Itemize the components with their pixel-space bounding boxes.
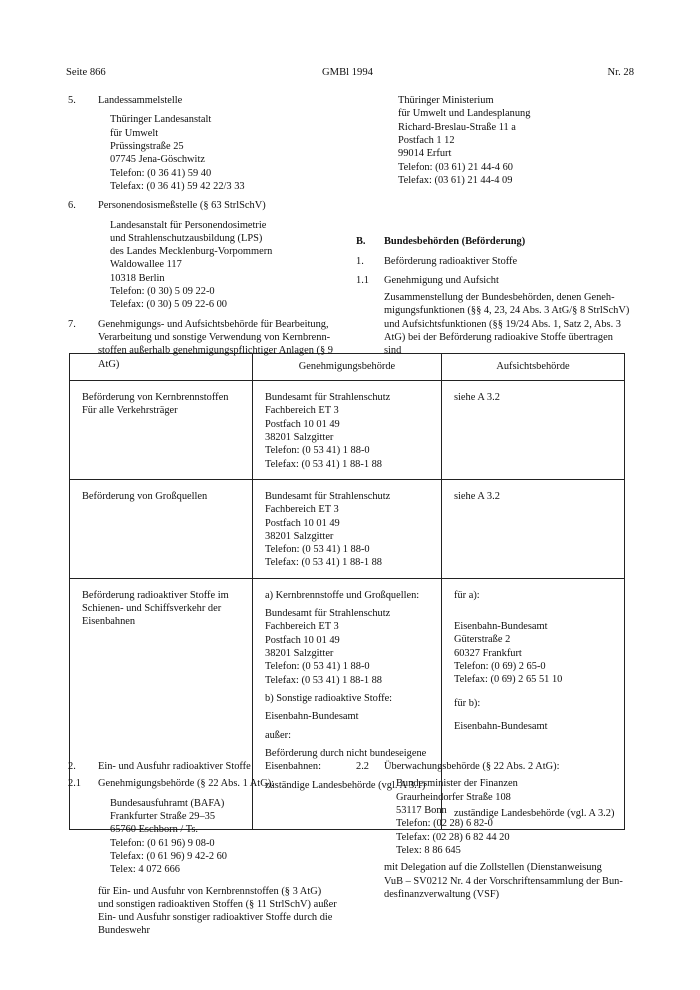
cell-line: Telefax: (0 69) 2 65 51 10 [454,674,563,686]
cell-line: Bundesamt für Strahlenschutz [265,392,391,403]
bafa-paragraph [68,885,358,938]
right-column-bottom [356,760,636,901]
address-line: Telefax: (0 36 41) 59 42 22/3 33 [110,180,245,192]
table-row [70,479,625,578]
cell-line: 38201 Salzgitter [265,530,334,542]
section-title: Überwachungsbehörde (§ 22 Abs. 2 AtG): [384,761,560,772]
section-number: 2. [68,761,76,772]
address-line: Telefon: (0 36 41) 59 40 [110,167,212,179]
intro-paragraph [356,291,636,358]
cell-line: Eisenbahn-Bundesamt [454,621,548,633]
left-column-bottom [68,760,358,938]
address-block [98,113,358,193]
address-line: 07745 Jena-Göschwitz [110,154,205,166]
right-column-top [356,94,636,358]
cell-subheading: b) Sonstige radioaktive Stoffe: [265,692,393,704]
address-line: für Umwelt und Landesplanung [398,108,531,120]
address-line: Graurheindorfer Straße 108 [396,791,511,803]
cell-line: Telefax: (0 53 41) 1 88-1 88 [265,674,383,686]
cell-line: zuständige Landesbehörde (vgl. A 3.1) [265,779,426,791]
address-line: für Umwelt [110,127,159,139]
address-line: Telefax: (0 61 96) 9 42-2 60 [110,850,228,862]
section-number: 2.2 [356,761,369,772]
section-title: Bundesbehörden (Beförderung) [384,236,526,248]
item-text-line: AtG) [98,358,120,370]
cell-line: Beförderung von Kernbrennstoffen [82,392,229,403]
cell-line: Telefax: (0 53 41) 1 88-1 88 [265,557,383,569]
item-number: 6. [68,200,76,212]
cell-subheading: für a): [454,589,480,601]
section-title: Ein- und Ausfuhr radioaktiver Stoffe [98,761,251,772]
item-5 [68,94,358,193]
address-line: und Strahlenschutzausbildung (LPS) [110,232,263,244]
cell-line: 38201 Salzgitter [265,431,334,443]
item-text-line: Verarbeitung und sonstige Verwendung von Kernbrenn- [98,332,331,343]
section-b-heading [356,235,636,248]
address-line: 99014 Erfurt [398,148,452,160]
address-line: Telefon: (0 61 96) 9 08-0 [110,837,215,849]
page-number: Seite 866 [66,67,106,78]
address-line: Telefax: (03 61) 21 44-4 09 [398,174,513,186]
cell-line: 60327 Frankfurt [454,647,522,659]
address-line: Prüssingstraße 25 [110,140,184,152]
cell-subheading: a) Kernbrennstoffe und Großquellen: [265,589,420,601]
paragraph-line: sind [384,345,402,357]
cell-line: zuständige Landesbehörde (vgl. A 3.2) [454,808,615,820]
address-line: Telefon: (03 61) 21 44-4 60 [398,161,513,173]
cell-line: Bundesamt für Strahlenschutz [265,490,391,502]
section-number: 2.1 [68,778,81,790]
table-header-cell [70,354,253,381]
item-title: Landessammelstelle [98,95,183,106]
issue-number: Nr. 28 [607,67,634,78]
address-line: des Landes Mecklenburg-Vorpommern [110,246,273,258]
address-block [98,219,358,312]
subsection-number: 1.1 [356,274,369,286]
address-line: Telex: 4 072 666 [110,864,180,876]
table-header-row [70,354,625,381]
cell-line: siehe A 3.2 [454,490,500,502]
address-line: Thüringer Ministerium [398,95,494,106]
paragraph-line: VuB – SV0212 Nr. 4 der Vorschriftensammlung der Bun- [384,875,623,887]
cell-line: Telefax: (0 53 41) 1 88-1 88 [265,458,383,470]
cell-line: Postfach 10 01 49 [265,634,340,646]
address-line: Waldowallee 117 [110,259,182,271]
bafa-address [68,797,358,877]
address-line: Telefax: (02 28) 6 82 44 20 [396,831,510,843]
address-line: Telefon: (0 30) 5 09 22-0 [110,286,215,298]
cell-line: Telefon: (0 69) 2 65-0 [454,661,546,672]
item-number: 7. [68,318,76,330]
address-line: 10318 Berlin [110,272,165,284]
cell-line: Eisenbahnen [82,616,136,628]
section-number: B. [356,236,366,248]
cell-line: Beförderung durch nicht bundeseigene [265,747,427,759]
paragraph-line: Ein- und Ausfuhr sonstiger radioaktiver Stoffe durch die [98,912,333,924]
address-line: Richard-Breslau-Straße 11 a [398,121,516,133]
cell-subheading: für b): [454,697,481,709]
subsection-title: Beförderung radioaktiver Stoffe [384,255,518,267]
address-line: Landesanstalt für Personendosimetrie [110,219,267,231]
paragraph-line: und sonstigen radioaktiven Stoffen (§ 11 StrlSchV) außer [98,898,337,910]
finance-paragraph [356,861,636,901]
page-header [66,66,634,80]
item-text-line: Genehmigungs- und Aufsichtsbehörde für Bearbeitung, [98,318,329,330]
address-line: Frankfurter Straße 29–35 [110,810,216,822]
address-line: Telefax: (0 30) 5 09 22-6 00 [110,299,228,311]
item-title: Personendosismeßstelle (§ 63 StrlSchV) [98,200,266,212]
cell-line: Bundesamt für Strahlenschutz [265,608,391,620]
address-line: 53117 Bonn [396,804,447,816]
address-line: Telex: 8 86 645 [396,844,461,856]
section-2-heading [68,760,358,773]
paragraph-line: Bundeswehr [98,925,150,937]
cell-line: Güterstraße 2 [454,634,511,646]
cell-line: Fachbereich ET 3 [265,621,339,633]
cell-line: Postfach 10 01 49 [265,517,340,529]
address-line: 65760 Eschborn / Ts. [110,824,198,836]
paragraph-line: und Aufsichtsfunktionen (§§ 19/24 Abs. 1, Satz 2, Abs. 3 [384,318,621,330]
address-line: Thüringer Landesanstalt [110,114,212,126]
cell-line: außer: [265,729,291,741]
cell-line: Beförderung von Großquellen [82,490,208,502]
item-6 [68,199,358,312]
table-header-cell: Genehmigungsbehörde [253,354,442,381]
paragraph-line: AtG) bei der Beförderung radioakive Stoffe übertragen [384,332,613,344]
journal-name: GMBl 1994 [322,67,373,78]
table-cell-aufsicht [442,479,625,578]
paragraph-line: desfinanzverwaltung (VSF) [384,888,500,900]
table-cell-subject [70,479,253,578]
paragraph-line: mit Delegation auf die Zollstellen (Dienstanweisung [384,862,602,874]
cell-line: Für alle Verkehrsträger [82,405,178,417]
paragraph-line: für Ein- und Ausfuhr von Kernbrennstoffen (§ 3 AtG) [98,885,322,897]
cell-line: Telefon: (0 53 41) 1 88-0 [265,661,370,673]
table-header-cell: Aufsichtsbehörde [442,354,625,381]
cell-line: Telefon: (0 53 41) 1 88-0 [265,445,370,457]
section-title: Genehmigungsbehörde (§ 22 Abs. 1 AtG): [98,778,275,790]
section-2-1-heading [68,777,358,790]
cell-line: siehe A 3.2 [454,392,500,403]
item-text-line: stoffen außerhalb genehmigungspflichtiger Anlagen (§ 9 [98,345,333,357]
cell-line: Fachbereich ET 3 [265,405,339,417]
paragraph-line: migungsfunktionen (§§ 4, 23, 24 Abs. 3 AtG/§ 8 StrlSchV) [384,305,630,317]
cell-line: Eisenbahnen: [265,761,321,773]
cell-line: Beförderung radioaktiver Stoffe im [82,589,229,601]
authorities-table [69,353,625,830]
table-row [70,381,625,480]
table-cell-genehmigung [253,381,442,480]
subsection-number: 1. [356,255,364,267]
paragraph-line: Zusammenstellung der Bundesbehörden, denen Geneh- [384,292,615,304]
cell-line: Telefon: (0 53 41) 1 88-0 [265,544,370,556]
address-line: Bundesausfuhramt (BAFA) [110,797,225,809]
address-line: Postfach 1 12 [398,134,455,146]
address-line: Telefon: (02 28) 6 82-0 [396,818,493,830]
finance-address [356,777,636,857]
cell-line: Schienen- und Schiffsverkehr der [82,603,222,615]
ministry-address [356,94,636,187]
cell-line: Postfach 10 01 49 [265,418,340,430]
left-column-top [68,94,358,371]
section-2-2-heading [356,760,636,773]
table-cell-aufsicht [442,381,625,480]
cell-line: 38201 Salzgitter [265,648,334,659]
table-cell-subject [70,381,253,480]
subsection-title: Genehmigung und Aufsicht [384,274,499,286]
table-cell-genehmigung [253,479,442,578]
cell-line: Eisenbahn-Bundesamt [265,711,359,723]
cell-line: Fachbereich ET 3 [265,504,339,516]
cell-line: Eisenbahn-Bundesamt [454,720,548,732]
address-line: Bundesminister der Finanzen [396,778,518,790]
item-number: 5. [68,95,76,106]
subsection-1-1 [356,274,636,287]
subsection-1 [356,255,636,268]
